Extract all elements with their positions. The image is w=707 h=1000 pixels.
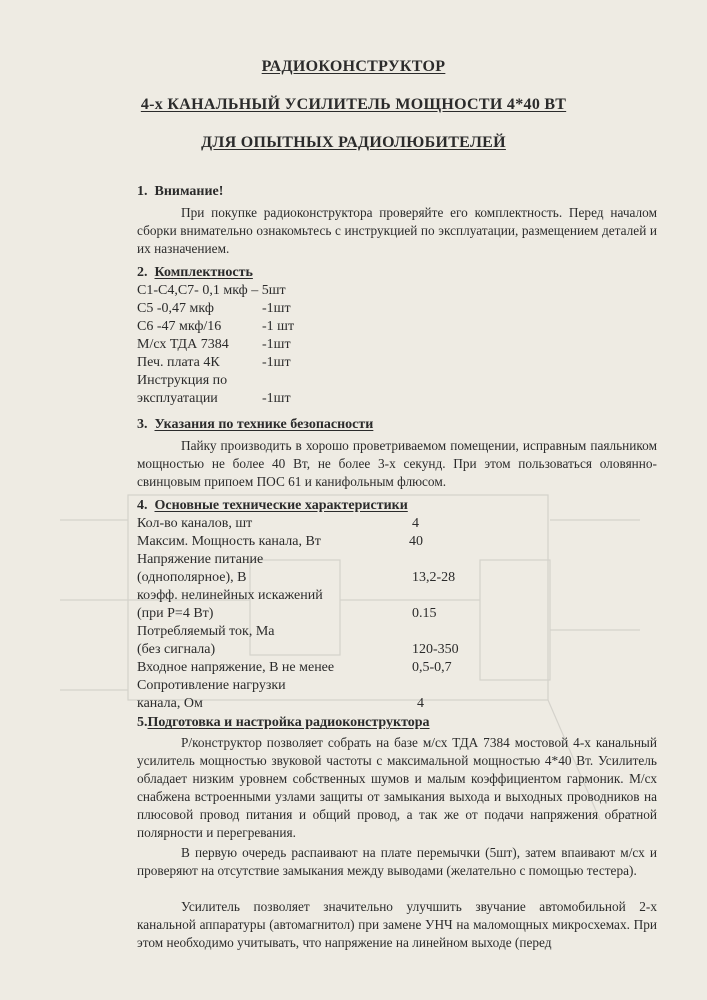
document-audience: ДЛЯ ОПЫТНЫХ РАДИОЛЮБИТЕЛЕЙ [201, 134, 506, 151]
section-3-heading [137, 417, 373, 433]
parts-list-item: С5 -0,47 мкф -1шт [137, 301, 291, 316]
spec-row: коэфф. нелинейных искажений [137, 588, 323, 603]
spec-row: Входное напряжение, В не менее 0,5-0,7 [137, 660, 452, 675]
section-5-paragraph-2: В первую очередь распаивают на плате перемычки (5шт), затем впаивают м/сх и проверяют на отсутствие замыкания между выводами (желательно с помощью тестера). [137, 845, 657, 878]
spec-row: Кол-во каналов, шт 4 [137, 516, 419, 531]
spec-row: Сопротивление нагрузки [137, 678, 286, 693]
spec-row: (однополярное), В 13,2-28 [137, 570, 456, 585]
spec-row: (без сигнала) 120-350 [137, 642, 459, 657]
section-5-paragraph-3: Усилитель позволяет значительно улучшить звучание автомобильной 2-х канальной аппаратуры (автомагнитол) при замене УНЧ на маломощных микросхемах. При этом необходимо учитывать, что напряжение на линейном выходе (перед [137, 899, 657, 950]
parts-list-item: С1-С4,С7- 0,1 мкф – 5шт [137, 283, 286, 298]
section-5-heading [137, 715, 430, 731]
spec-row: Максим. Мощность канала, Вт 40 [137, 534, 423, 549]
document-subtitle: 4-х КАНАЛЬНЫЙ УСИЛИТЕЛЬ МОЩНОСТИ 4*40 ВТ [140, 96, 567, 113]
section-number: 3. [137, 417, 148, 432]
section-4-heading [137, 498, 408, 514]
section-number: 4. [137, 498, 148, 513]
spec-row: канала, Ом 4 [137, 696, 424, 711]
section-title: Основные технические характеристики [154, 498, 408, 513]
spec-row: Напряжение питание [137, 552, 264, 567]
section-1-heading [137, 184, 223, 200]
section-3-text: Пайку производить в хорошо проветриваемом помещении, исправным паяльником мощностью не более 40 Вт, не более 3-х секунд. При этом пользоваться оловянно-свинцовым припоем ПОС 61 и канифольным флюсом. [137, 438, 657, 489]
section-2-heading [137, 265, 253, 281]
parts-list-item: Инструкция по [137, 373, 228, 388]
section-title: Комплектность [154, 265, 253, 280]
parts-list-item: М/сх ТДА 7384 -1шт [137, 337, 291, 352]
section-5-paragraph-1: Р/конструктор позволяет собрать на базе м/сх ТДА 7384 мостовой 4-х канальный усилитель мощностью звуковой частоты с максимальной мощностью 4*40 Вт. Усилитель обладает низким уровнем собственных шумов и малым коэффициентом гармоник. М/сх снабжена встроенными узлами защиты от замыкания выхода и выходных проводников на плюсовой провод питания и общий провод, а так же от подачи напряжения обратной полярности и перегревания. [137, 735, 657, 840]
spec-row: (при Р=4 Вт) 0.15 [137, 606, 437, 621]
spec-row: Потребляемый ток, Ма [137, 624, 275, 639]
section-number: 2. [137, 265, 148, 280]
parts-list-item: С6 -47 мкф/16 -1 шт [137, 319, 295, 334]
section-title: Внимание! [154, 184, 224, 199]
section-1-text: При покупке радиоконструктора проверяйте его комплектность. Перед началом сборки внимательно ознакомьтесь с инструкцией по эксплуатации, размещением деталей и их назначением. [137, 205, 657, 256]
section-title: Подготовка и настройка радиоконструктора [147, 715, 430, 730]
parts-list-item: Печ. плата 4К -1шт [137, 355, 291, 370]
section-title: Указания по технике безопасности [154, 417, 374, 432]
section-number: 1. [137, 184, 148, 199]
document-title: РАДИОКОНСТРУКТОР [261, 58, 446, 75]
parts-list-item: эксплуатации -1шт [137, 391, 291, 406]
section-number: 5. [137, 715, 148, 730]
